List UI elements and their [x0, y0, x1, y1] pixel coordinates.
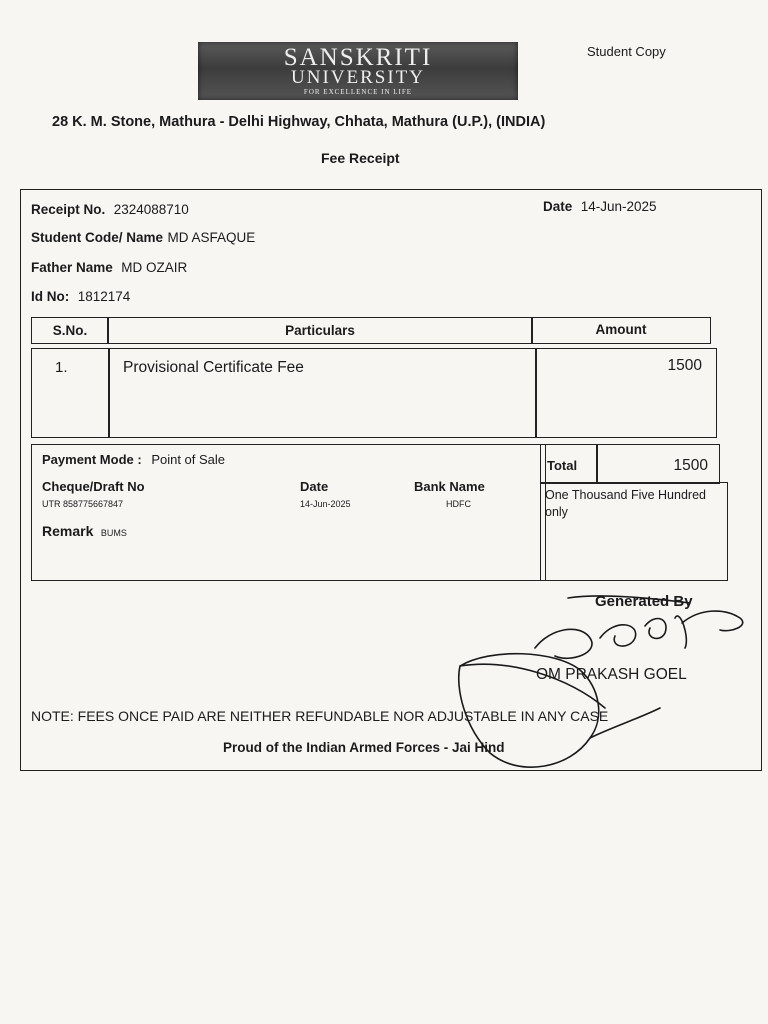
generated-by-label: Generated By: [595, 593, 693, 610]
total-divider: [596, 444, 598, 484]
logo-line-2: UNIVERSITY: [291, 67, 425, 88]
father-row: [31, 259, 187, 277]
student-label: Student Code/ Name: [31, 230, 164, 245]
receipt-number-row: [31, 201, 189, 219]
bank-name: HDFC: [446, 499, 471, 509]
payment-mode-row: [42, 452, 225, 467]
bank-name-label: Bank Name: [414, 479, 485, 494]
father-name: MD OZAIR: [121, 260, 188, 275]
remark-label: Remark: [42, 523, 94, 539]
amount-in-words: One Thousand Five Hundred only: [545, 488, 706, 519]
receipt-date-label: Date: [543, 199, 573, 214]
signatory-name: OM PRAKASH GOEL: [536, 666, 687, 683]
receipt-date-row: [543, 198, 657, 216]
document-title: Fee Receipt: [321, 150, 400, 166]
row-amount: 1500: [667, 357, 702, 374]
payment-date: 14-Jun-2025: [300, 499, 351, 509]
logo-tagline: FOR EXCELLENCE IN LIFE: [303, 88, 413, 96]
cheque-label: Cheque/Draft No: [42, 479, 145, 494]
row-sno: 1.: [55, 359, 68, 376]
receipt-number-label: Receipt No.: [31, 202, 106, 217]
remark-row: [42, 523, 127, 541]
tagline: Proud of the Indian Armed Forces - Jai Hind: [223, 740, 505, 755]
student-row: [31, 229, 255, 247]
id-label: Id No:: [31, 289, 70, 304]
payment-mode-label: Payment Mode :: [42, 452, 142, 467]
refund-note: NOTE: FEES ONCE PAID ARE NEITHER REFUNDABLE NOR ADJUSTABLE IN ANY CASE: [31, 708, 609, 724]
total-amount: 1500: [673, 457, 708, 474]
payment-date-label: Date: [300, 479, 329, 494]
receipt-date: 14-Jun-2025: [580, 199, 657, 214]
university-logo: [198, 42, 518, 100]
header-sno-label: S.No.: [52, 323, 88, 338]
table-header-sno: [31, 317, 109, 344]
row-particular: Provisional Certificate Fee: [123, 359, 304, 376]
column-divider: [108, 348, 110, 438]
father-label: Father Name: [31, 260, 113, 275]
total-label: Total: [547, 458, 578, 473]
remark-value: BUMS: [100, 528, 127, 538]
id-number: 1812174: [77, 289, 131, 304]
header-amount-label: Amount: [595, 322, 647, 337]
table-header-particulars: [107, 317, 533, 344]
student-name: MD ASFAQUE: [167, 230, 256, 245]
cheque-value: UTR 858775667847: [42, 499, 124, 509]
logo-line-1: SANSKRITI: [283, 44, 433, 71]
table-header-amount: [531, 317, 711, 344]
university-address: 28 K. M. Stone, Mathura - Delhi Highway, Chhata, Mathura (U.P.), (INDIA): [52, 114, 546, 130]
payment-mode: Point of Sale: [151, 452, 226, 467]
column-divider: [535, 348, 537, 438]
copy-label: Student Copy: [587, 44, 666, 59]
header-particulars-label: Particulars: [285, 323, 355, 338]
receipt-number: 2324088710: [113, 202, 189, 217]
id-row: [31, 288, 130, 306]
